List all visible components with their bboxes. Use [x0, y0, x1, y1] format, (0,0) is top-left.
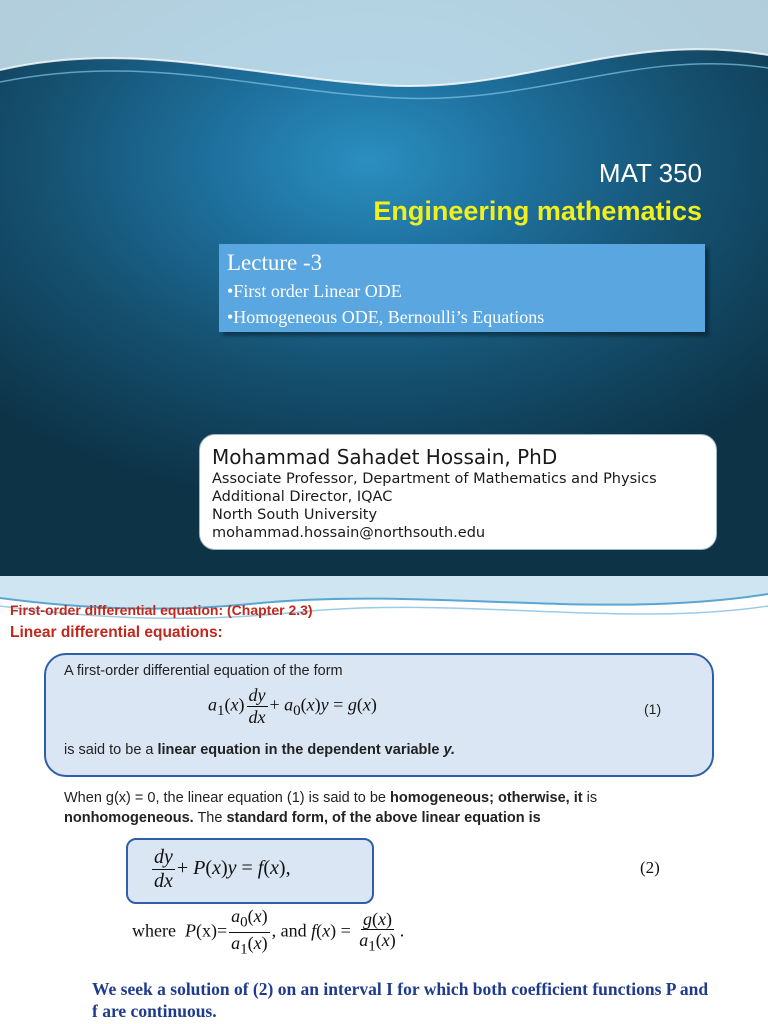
definition-conclusion: is said to be a linear equation in the dependent variable y.	[64, 742, 456, 758]
equation-1: $a_1(x)$ $\frac{dy}{dx}$ + $a_0(x)y = g(x)$	[208, 685, 377, 727]
equation-number: (1)	[644, 701, 662, 717]
solution-statement: We seek a solution of (2) on an interval I for which both coefficient functions P and f are continuous.	[92, 979, 709, 1021]
definition-intro: A first-order differential equation of the form	[64, 663, 343, 679]
section-heading: First-order differential equation: (Chapter 2.3)	[10, 602, 313, 618]
subsection-heading: Linear differential equations:	[10, 624, 223, 641]
coefficient-definitions: where P(x)= $\frac{a_0(x)}{a_1(x)}$ , and f(x) = $\frac{g(x)}{a_1(x)}$ .	[132, 906, 405, 958]
homogeneous-explanation: When g(x) = 0, the linear equation (1) is said to be homogeneous; otherwise, it is nonhomogeneous. The standard form, of the above linear equation is	[64, 790, 598, 826]
author-name: Mohammad Sahadet Hossain, PhD	[212, 445, 558, 469]
standard-form-box	[126, 838, 374, 904]
decorative-wave-top	[0, 0, 768, 120]
author-role: Additional Director, IQAC	[212, 489, 393, 505]
definition-box	[44, 653, 714, 777]
author-position: Associate Professor, Department of Mathematics and Physics	[212, 471, 657, 487]
lecture-box	[219, 244, 705, 332]
lecture-title: Lecture -3	[227, 250, 323, 275]
lecture-item: •Homogeneous ODE, Bernoulli’s Equations	[227, 307, 545, 327]
course-title: Engineering mathematics	[373, 196, 702, 226]
author-email: mohammad.hossain@northsouth.edu	[212, 525, 486, 541]
equation-2: $\frac{dy}{dx}$ + P(x)y = f(x),	[154, 846, 291, 892]
equation-number: (2)	[640, 858, 660, 877]
content-slide	[0, 576, 768, 1024]
author-university: North South University	[212, 507, 378, 523]
course-code: MAT 350	[598, 158, 702, 188]
lecture-item: •First order Linear ODE	[227, 281, 402, 301]
author-info-box	[199, 434, 717, 550]
